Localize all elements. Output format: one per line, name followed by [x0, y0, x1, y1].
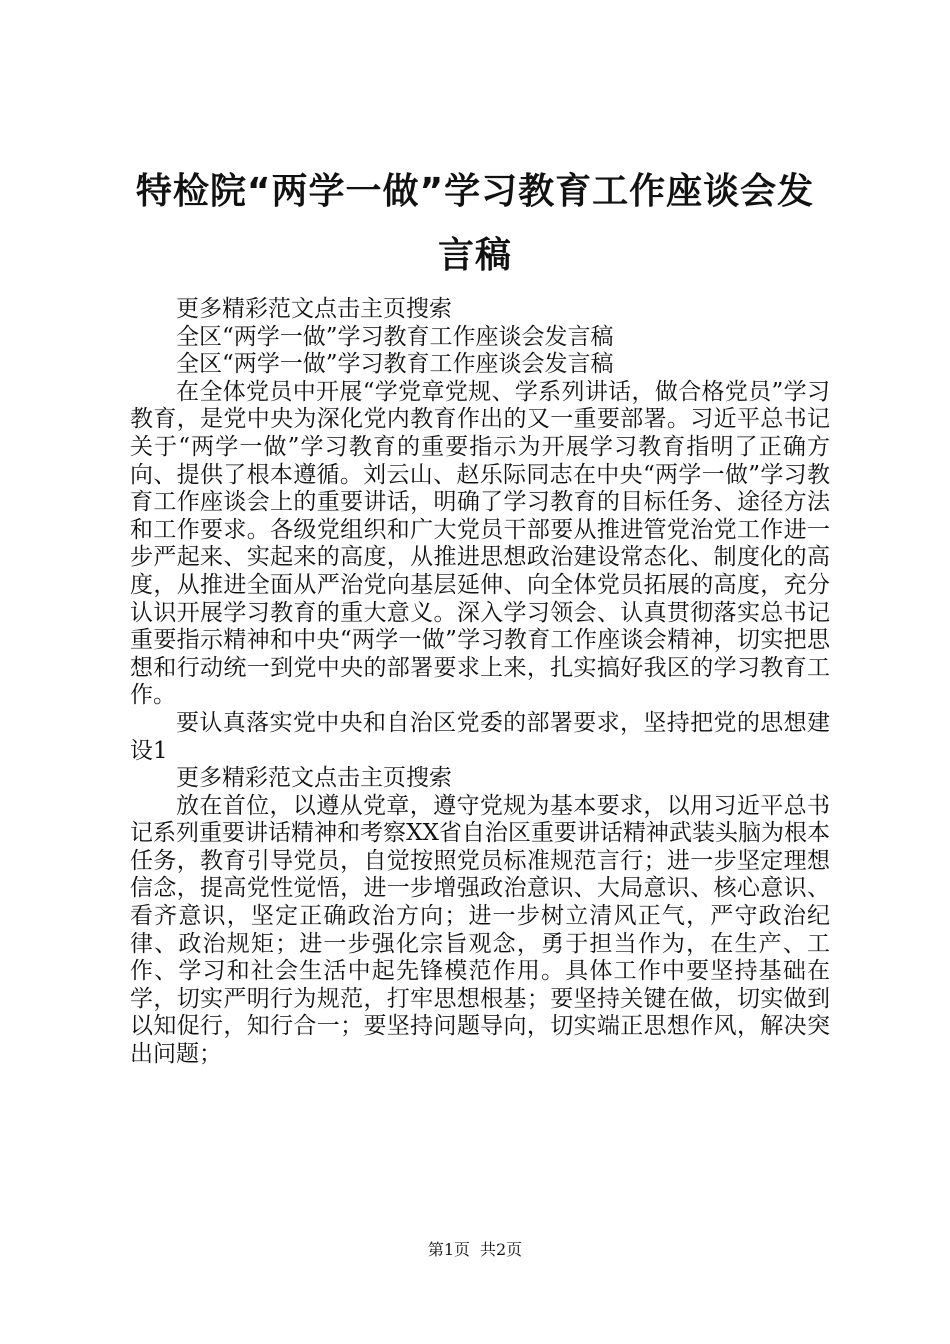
paragraph: 全区“两学一做”学习教育工作座谈会发言稿	[176, 351, 614, 378]
paragraph: 更多精彩范文点击主页搜索	[176, 765, 452, 792]
paragraph: 放在首位，以遵从党章，遵守党规为基本要求，以用习近平总书记系列重要讲话精神和考察XX省自治区重要讲话精神武装头脑为根本任务，教育引导党员，自觉按照党员标准规范言行；进一步坚定理想信念，提高党性觉悟，进一步增强政治意识、大局意识、核心意识、看齐意识，坚定正确政治方向；进一步树立清风正气，严守政治纪律、政治规矩；进一步强化宗旨观念，勇于担当作为，在生产、工作、学习和社会生活中起先锋模范作用。具体工作中要坚持基础在学，切实严明行为规范，打牢思想根基；要坚持关键在做，切实做到以知促行，知行合一；要坚持问题导向，切实端正思想作风，解决突出问题；	[130, 792, 830, 1068]
paragraph: 在全体党员中开展“学党章党规、学系列讲话，做合格党员”学习教育，是党中央为深化党内教育作出的又一重要部署。习近平总书记关于“两学一做”学习教育的重要指示为开展学习教育指明了正确方向、提供了根本遵循。刘云山、赵乐际同志在中央“两学一做”学习教育工作座谈会上的重要讲话，明确了学习教育的目标任务、途径方法和工作要求。各级党组织和广大党员干部要从推进管党治党工作进一步严起来、实起来的高度，从推进思想政治建设常态化、制度化的高度，从推进全面从严治党向基层延伸、向全体党员拓展的高度，充分认识开展学习教育的重大意义。深入学习领会、认真贯彻落实总书记重要指示精神和中央“两学一做”学习教育工作座谈会精神，切实把思想和行动统一到党中央的部署要求上来，扎实搞好我区的学习教育工作。	[130, 378, 830, 709]
document-title: 特检院“两学一做”学习教育工作座谈会发言稿	[135, 171, 815, 276]
page-number: 第1页	[427, 1240, 470, 1259]
paragraph: 更多精彩范文点击主页搜索	[176, 296, 452, 322]
paragraph: 全区“两学一做”学习教育工作座谈会发言稿	[176, 323, 614, 350]
paragraph: 要认真落实党中央和自治区党委的部署要求，坚持把党的思想建设1	[130, 709, 830, 764]
page-total: 共2页	[480, 1240, 523, 1259]
page-footer	[0, 1240, 950, 1260]
document-body	[130, 296, 830, 1069]
